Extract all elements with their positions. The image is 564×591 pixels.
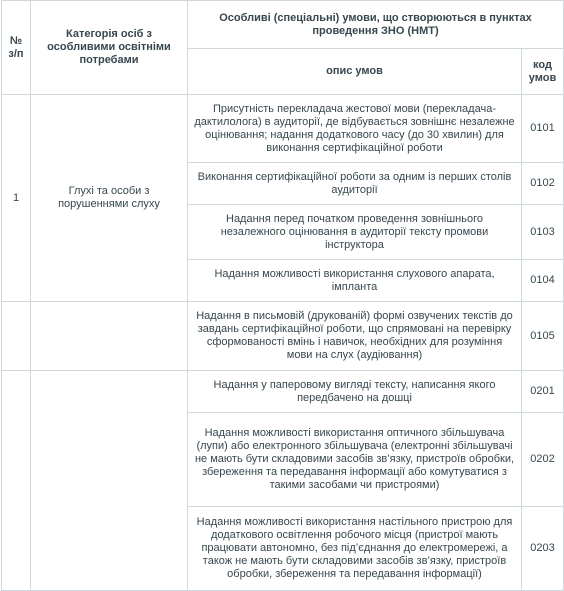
condition-code: 0104 bbox=[522, 260, 564, 302]
condition-description: Надання можливості використання слухового апарата, імпланта bbox=[188, 260, 522, 302]
row-category: Глухі та особи з порушеннями слуху bbox=[31, 95, 188, 302]
condition-code: 0105 bbox=[522, 302, 564, 371]
condition-description: Надання можливості використання настільного пристрою для додаткового освітлення робочого місця (пристрої мають працювати автономно, без під’єднання до електромережі, а також не мають бути складовими засобів зв’язку, пристроїв обробки, збереження та передавання інформації) bbox=[188, 507, 522, 591]
row-num bbox=[2, 302, 31, 371]
row-num: 1 bbox=[2, 95, 31, 302]
header-conditions-title: Особливі (спеціальні) умови, що створюються в пунктах проведення ЗНО (НМТ) bbox=[188, 1, 564, 49]
row-num bbox=[2, 371, 31, 591]
table-row bbox=[2, 302, 564, 371]
condition-description: Надання в письмовій (друкованій) формі озвучених текстів до завдань сертифікаційної роботи, що спрямовані на перевірку сформованості вмінь і навичок, необхідних для розуміння мови на слух (аудіювання) bbox=[188, 302, 522, 371]
condition-code: 0202 bbox=[522, 413, 564, 507]
header-code: код умов bbox=[522, 49, 564, 95]
condition-description: Виконання сертифікаційної роботи за одним із перших столів аудиторії bbox=[188, 163, 522, 205]
condition-code: 0201 bbox=[522, 371, 564, 413]
header-row bbox=[2, 1, 564, 49]
condition-description: Надання перед початком проведення зовнішнього незалежного оцінювання в аудиторії тексту промови інструктора bbox=[188, 205, 522, 260]
row-category bbox=[31, 302, 188, 371]
condition-code: 0101 bbox=[522, 95, 564, 163]
row-category bbox=[31, 371, 188, 591]
condition-code: 0203 bbox=[522, 507, 564, 591]
condition-code: 0102 bbox=[522, 163, 564, 205]
condition-description: Надання у паперовому вигляді тексту, написання якого передбачено на дошці bbox=[188, 371, 522, 413]
table-row bbox=[2, 95, 564, 163]
table-row bbox=[2, 371, 564, 413]
condition-description: Присутність перекладача жестової мови (перекладача-дактилолога) в аудиторії, де відбувається зовнішнє незалежне оцінювання; надання додаткового часу (до 30 хвилин) для виконання сертифікаційної роботи bbox=[188, 95, 522, 163]
condition-description: Надання можливості використання оптичного збільшувача (лупи) або електронного збільшувача (електронні збільшувачі не мають бути складовими засобів зв’язку, пристроїв обробки, збереження та передавання інформації або комутуватися з такими засобами чи пристроями) bbox=[188, 413, 522, 507]
header-category: Категорія осіб з особливими освітніми потребами bbox=[31, 1, 188, 95]
conditions-table bbox=[1, 0, 564, 591]
header-description: опис умов bbox=[188, 49, 522, 95]
header-num: № з/п bbox=[2, 1, 31, 95]
condition-code: 0103 bbox=[522, 205, 564, 260]
